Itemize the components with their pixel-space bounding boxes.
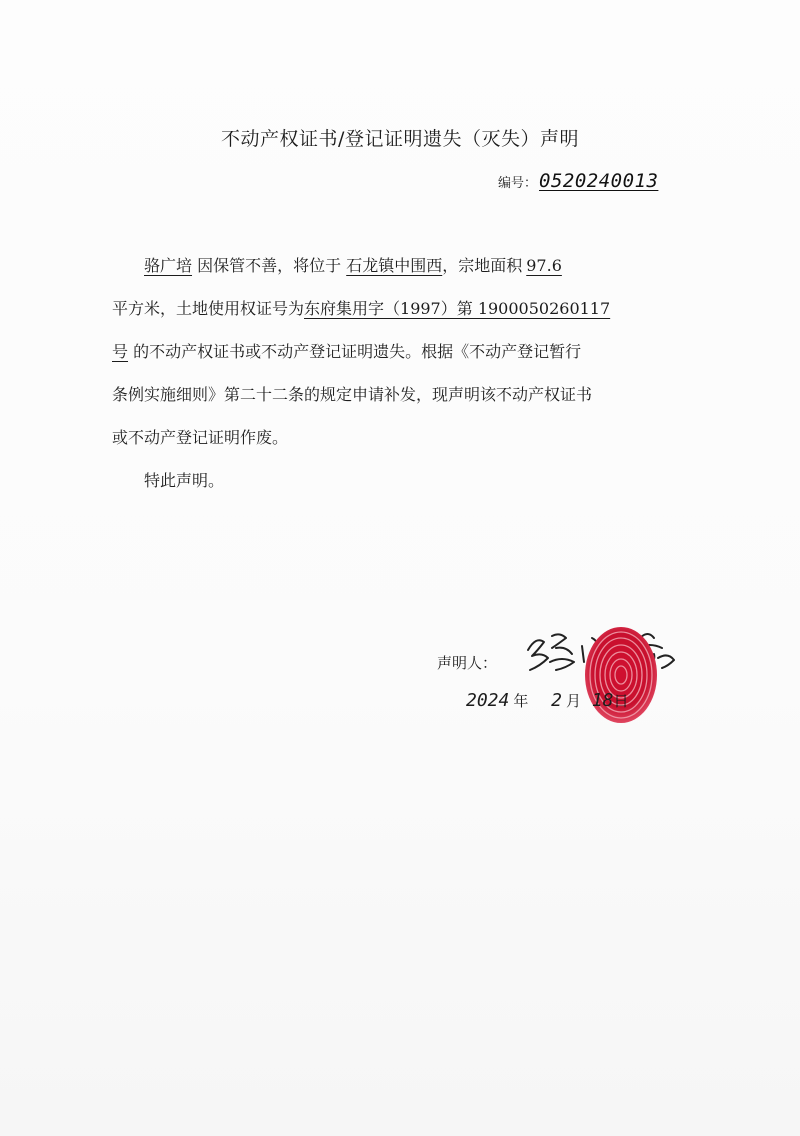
serial-label: 编号： [498,176,538,191]
body-text-2: ，宗地面积 [442,256,523,275]
body-line-1 [112,244,687,287]
body-text-1: 因保管不善，将位于 [197,256,342,275]
fingerprint-seal [580,622,662,728]
property-location: 石龙镇中围西 [346,256,443,275]
certificate-number-suffix: 号 [112,342,129,361]
serial-value: 052024001З [539,170,659,192]
certificate-number: 东府集用字（1997）第 1900050260117 [304,299,611,318]
body-line-4 [112,373,687,416]
date-year-unit: 年 [513,692,529,710]
body-text-5: 条例实施细则》第二十二条的规定申请补发，现声明该不动产权证书 [112,385,593,404]
body-text-3: 平方米，土地使用权证号为 [112,299,305,318]
date-day: 18 [591,690,614,711]
declarant-label: 声明人： [437,654,498,672]
date-year: 2024 [466,690,510,711]
closing-text: 特此声明。 [144,471,225,490]
declaration-body [112,244,687,502]
body-line-3 [112,330,687,373]
date-month: 2 [551,690,562,711]
body-line-2 [112,287,687,330]
body-line-6 [112,459,687,502]
serial-number [498,170,658,192]
declaration-date [462,690,629,711]
body-text-6: 或不动产登记证明作废。 [112,428,289,447]
body-line-5 [112,416,687,459]
land-area: 97.6 [526,256,562,275]
date-month-unit: 月 [566,692,582,710]
document-title: 不动产权证书/登记证明遗失（灭失）声明 [221,128,579,150]
owner-name: 骆广培 [144,256,193,275]
date-day-unit: 日 [613,692,629,710]
body-text-4: 的不动产权证书或不动产登记证明遗失。根据《不动产登记暂行 [133,342,582,361]
